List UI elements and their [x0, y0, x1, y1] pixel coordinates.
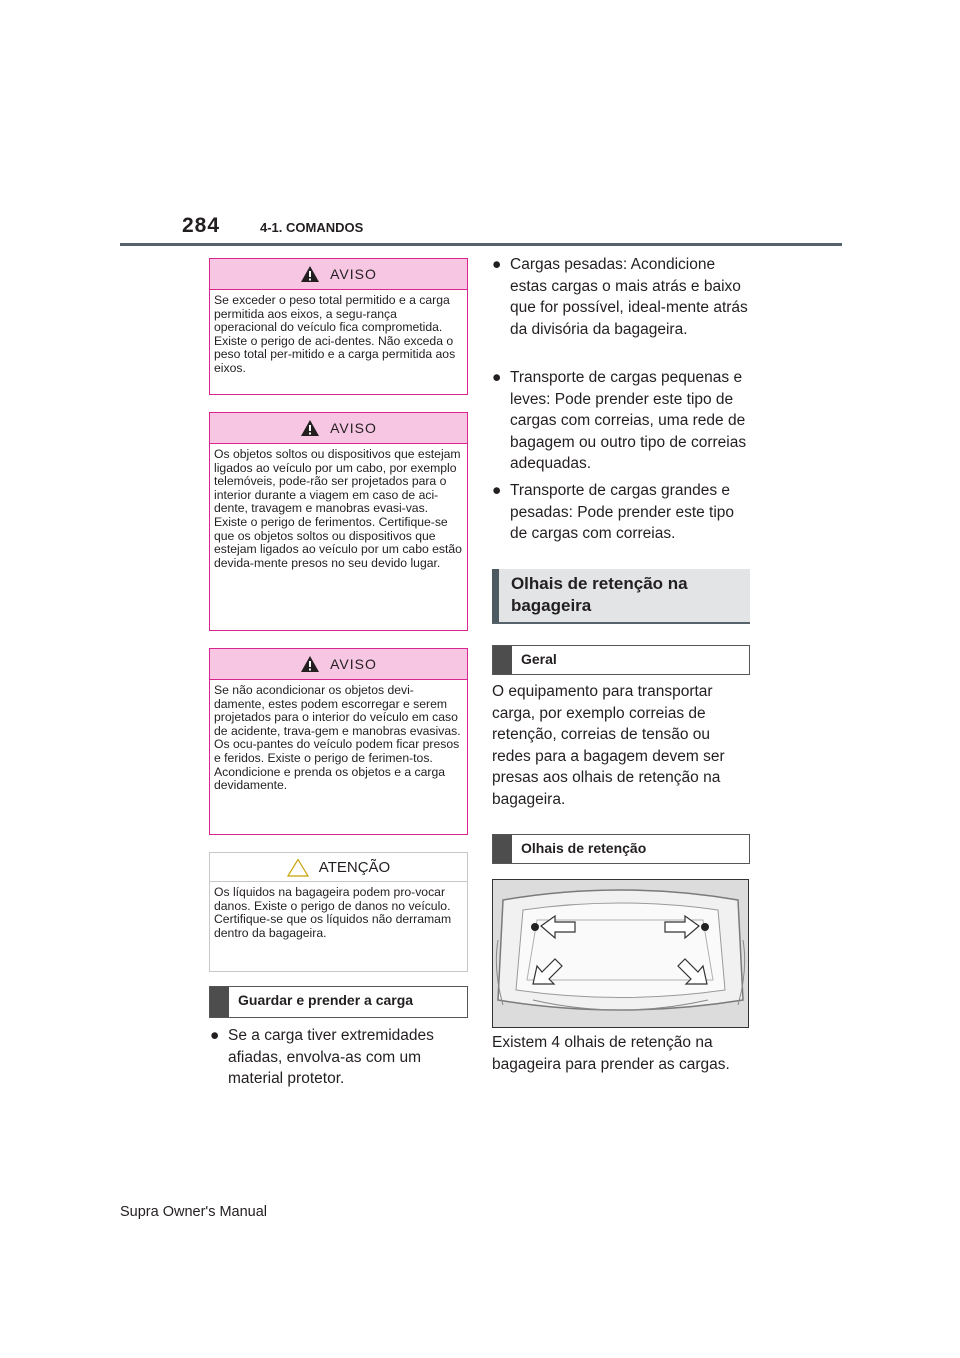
bullet-text: Se a carga tiver extremidades afiadas, envolva-as com um material protetor.	[228, 1027, 434, 1088]
warning-header	[210, 649, 467, 680]
heading-bar	[493, 835, 512, 863]
warning-text: Os objetos soltos ou dispositivos que estejam ligados ao veículo por um cabo, por exemplo telemóveis, pode-rão ser projetados para o interior durante a viagem em caso de aci-dente, travagem e manobras evasi-vas. Existe o perigo de ferimentos. Certifique-se que os objetos soltos ou dispositivos que estejam ligados ao veículo por um cabo estão devida-mente presos no seu devido lugar.	[214, 447, 462, 570]
warning-box-1	[209, 258, 468, 395]
page-number: 284	[182, 214, 221, 237]
bullet-icon: ●	[492, 256, 502, 273]
paragraph-geral: O equipamento para transportar carga, por exemplo correias de retenção, correias de tensão ou redes para a bagagem devem ser presas aos olhais de retenção na bagageira.	[492, 683, 725, 808]
footer-manual-title: Supra Owner's Manual	[120, 1204, 268, 1220]
bullet-item	[492, 254, 750, 340]
image-caption: Existem 4 olhais de retenção na bagageira para prender as cargas.	[492, 1034, 730, 1073]
bullet-item	[492, 480, 750, 545]
warning-box-3	[209, 648, 468, 835]
attention-text: Os líquidos na bagageira podem pro-vocar danos. Existe o perigo de danos no veículo. Certifique-se que os líquidos não derramam dentro da bagageira.	[214, 885, 452, 940]
warning-triangle-icon	[300, 655, 320, 673]
section-title: 4-1. COMANDOS	[260, 220, 364, 235]
warning-title: AVISO	[330, 420, 377, 436]
warning-box-2	[209, 412, 468, 631]
bullet-icon: ●	[492, 482, 502, 499]
caution-triangle-icon	[287, 858, 309, 877]
bullet-text: Cargas pesadas: Acondicione estas cargas o mais atrás e baixo que for possível, ideal-mente atrás da divisória da bagageira.	[510, 256, 748, 338]
bullet-text: Transporte de cargas pequenas e leves: Pode prender este tipo de cargas com correias, uma rede de bagagem ou outro tipo de correias adequadas.	[510, 369, 747, 473]
attention-title: ATENÇÃO	[318, 858, 391, 876]
warning-triangle-icon	[300, 265, 320, 283]
warning-text: Se não acondicionar os objetos devi-damente, estes podem escorregar e serem projetados para o interior do veículo em caso de acidente, trava-gem e manobras evasivas. Os ocu-pantes do veículo podem ficar presos e feridos. Existe o perigo de ferimen-tos. Acondicione e prenda os objetos e a carga devidamente.	[214, 683, 461, 793]
bullet-item	[210, 1025, 472, 1090]
warning-title: AVISO	[330, 656, 377, 672]
heading-guardar-carga	[209, 986, 468, 1018]
trunk-illustration	[492, 879, 749, 1028]
bullet-text: Transporte de cargas grandes e pesadas: Pode prender este tipo de cargas com correias.	[510, 482, 735, 543]
heading-label: Olhais de retenção na bagageira	[510, 574, 688, 615]
heading-olhais-retencao-bagageira	[492, 569, 750, 624]
bullet-icon: ●	[210, 1027, 220, 1044]
header-rule	[120, 243, 842, 246]
heading-label: Geral	[521, 651, 557, 667]
heading-label: Olhais de retenção	[521, 840, 647, 856]
warning-triangle-icon	[300, 419, 320, 437]
trunk-drawing	[493, 880, 748, 1027]
warning-text: Se exceder o peso total permitido e a carga permitida aos eixos, a segu-rança operacional do veículo fica comprometida. Existe o perigo de aci-dentes. Não exceda o peso total per-mitido e a carga permitida aos eixos.	[214, 293, 456, 375]
heading-label: Guardar e prender a carga	[238, 992, 414, 1008]
warning-title: AVISO	[330, 266, 377, 282]
heading-bar	[493, 646, 512, 674]
attention-header	[210, 853, 467, 882]
warning-header	[210, 259, 467, 290]
heading-bar	[210, 987, 229, 1017]
heading-geral	[492, 645, 750, 675]
attention-box	[209, 852, 468, 972]
heading-bar	[492, 569, 499, 622]
bullet-item	[492, 367, 750, 475]
heading-olhais-retencao	[492, 834, 750, 864]
warning-header	[210, 413, 467, 444]
bullet-icon: ●	[492, 369, 502, 386]
